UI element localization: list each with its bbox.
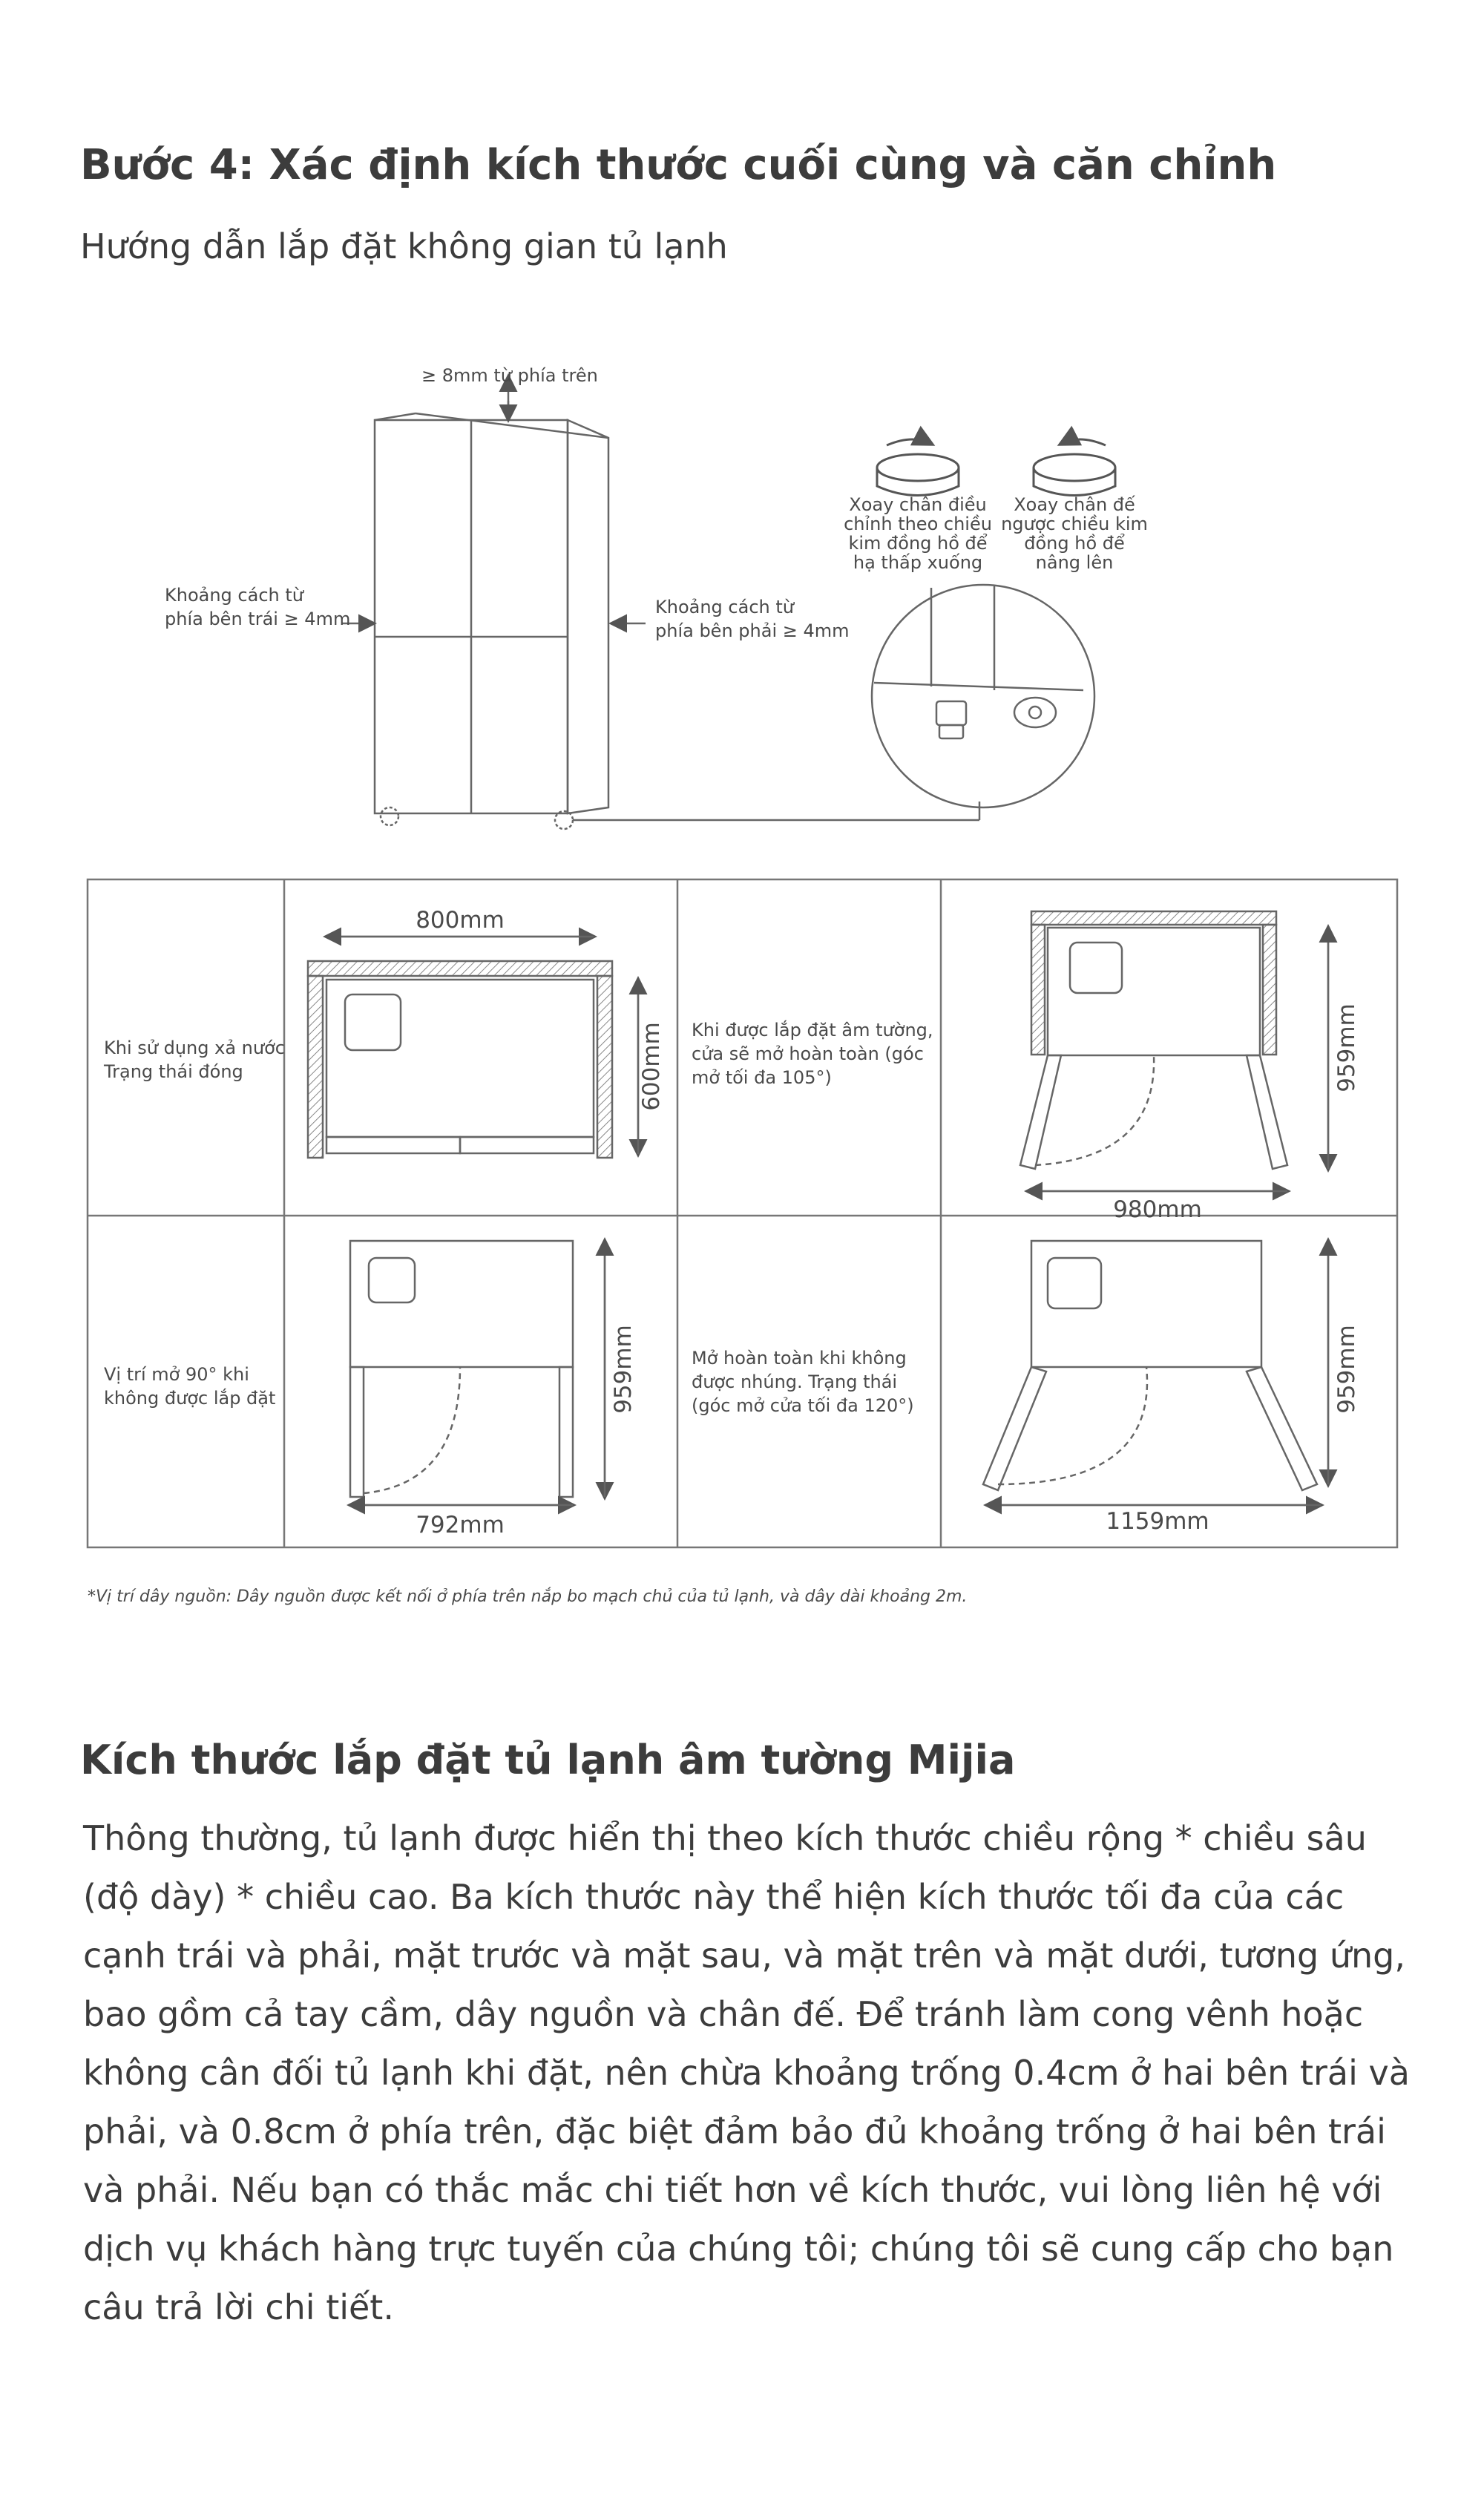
rotate-down-line-1: Xoay chân điều xyxy=(849,494,987,515)
cell4-line-2: được nhúng. Trạng thái xyxy=(692,1371,898,1392)
footnote: *Vị trí dây nguồn: Dây nguồn được kết nối ở phía trên nắp bo mạch chủ của tủ lạnh, và dây dài khoảng 2m. xyxy=(88,1587,968,1606)
step-title: Bước 4: Xác định kích thước cuối cùng và căn chỉnh xyxy=(80,141,1277,189)
right-gap-label-1: Khoảng cách từ xyxy=(655,597,794,617)
cell1-line-2: Trạng thái đóng xyxy=(104,1061,243,1082)
left-gap-label-1: Khoảng cách từ xyxy=(165,585,303,606)
rotate-up-line-3: đồng hồ để xyxy=(1024,533,1125,554)
plan-freestanding-90 xyxy=(350,1241,605,1505)
step-subtitle: Hướng dẫn lắp đặt không gian tủ lạnh xyxy=(80,226,728,266)
section-body: Thông thường, tủ lạnh được hiển thị theo kích thước chiều rộng * chiều sâu (độ dày) * chiều cao. Ba kích thước này thể hiện kích thước tối đa của các cạnh trái và phải, mặt trước và mặt sau, và mặt trên và mặt dưới, tương ứng, bao gồm cả tay cầm, dây nguồn và chân đế. Để tránh làm cong vênh hoặc không cân đối tủ lạnh khi đặt, nên chừa khoảng trống 0.4cm ở hai bên trái và phải, và 0.8cm ở phía trên, đặc biệt đảm bảo đủ khoảng trống ở hai bên trái và phải. Nếu bạn có thắc mắc chi tiết hơn về kích thước, vui lòng liên hệ với dịch vụ khách hàng trực tuyến của chúng tôi; chúng tôi sẽ cung cấp cho bạn câu trả lời chi tiết. xyxy=(83,1818,1410,2327)
rotate-up-line-1: Xoay chân đế xyxy=(1014,494,1135,515)
cell3-line-1: Vị trí mở 90° khi xyxy=(104,1364,249,1385)
cell4-line-1: Mở hoàn toàn khi không xyxy=(692,1348,907,1369)
dim-959-b: 959mm xyxy=(1333,1325,1360,1414)
foot-detail-circle xyxy=(872,585,1094,807)
dim-792: 792mm xyxy=(416,1512,505,1538)
dim-980: 980mm xyxy=(1113,1196,1202,1223)
top-gap-label: ≥ 8mm từ phía trên xyxy=(421,365,598,386)
plan-freestanding-120 xyxy=(983,1241,1328,1505)
rotate-counterclockwise-icon xyxy=(1034,439,1115,496)
plan-closed xyxy=(308,937,638,1158)
rotate-down-line-3: kim đồng hồ để xyxy=(848,533,988,554)
rotate-down-line-2: chỉnh theo chiều xyxy=(844,514,992,534)
dim-800: 800mm xyxy=(416,907,505,934)
rotate-up-line-2: ngược chiều kim xyxy=(1001,514,1148,534)
rotate-up-line-4: nâng lên xyxy=(1035,552,1114,573)
dim-959-a: 959mm xyxy=(1333,1003,1360,1092)
rotate-clockwise-icon xyxy=(877,439,959,496)
right-gap-label-2: phía bên phải ≥ 4mm xyxy=(655,620,850,641)
cell2-line-3: mở tối đa 105°) xyxy=(692,1067,832,1088)
cell2-line-2: cửa sẽ mở hoàn toàn (góc xyxy=(692,1043,924,1064)
section-title: Kích thước lắp đặt tủ lạnh âm tường Mijia xyxy=(80,1737,1016,1783)
cell4-line-3: (góc mở cửa tối đa 120°) xyxy=(692,1395,914,1416)
dim-600: 600mm xyxy=(638,1022,665,1111)
rotate-down-line-4: hạ thấp xuống xyxy=(853,552,983,573)
left-gap-label-2: phía bên trái ≥ 4mm xyxy=(165,609,351,629)
cell3-line-2: không được lắp đặt xyxy=(104,1388,276,1409)
cell2-line-1: Khi được lắp đặt âm tường, xyxy=(692,1020,933,1040)
dim-959-c: 959mm xyxy=(610,1325,637,1414)
cell1-line-1: Khi sử dụng xả nước xyxy=(104,1038,285,1058)
plan-builtin-open xyxy=(1020,911,1328,1191)
dim-1159: 1159mm xyxy=(1106,1508,1209,1535)
